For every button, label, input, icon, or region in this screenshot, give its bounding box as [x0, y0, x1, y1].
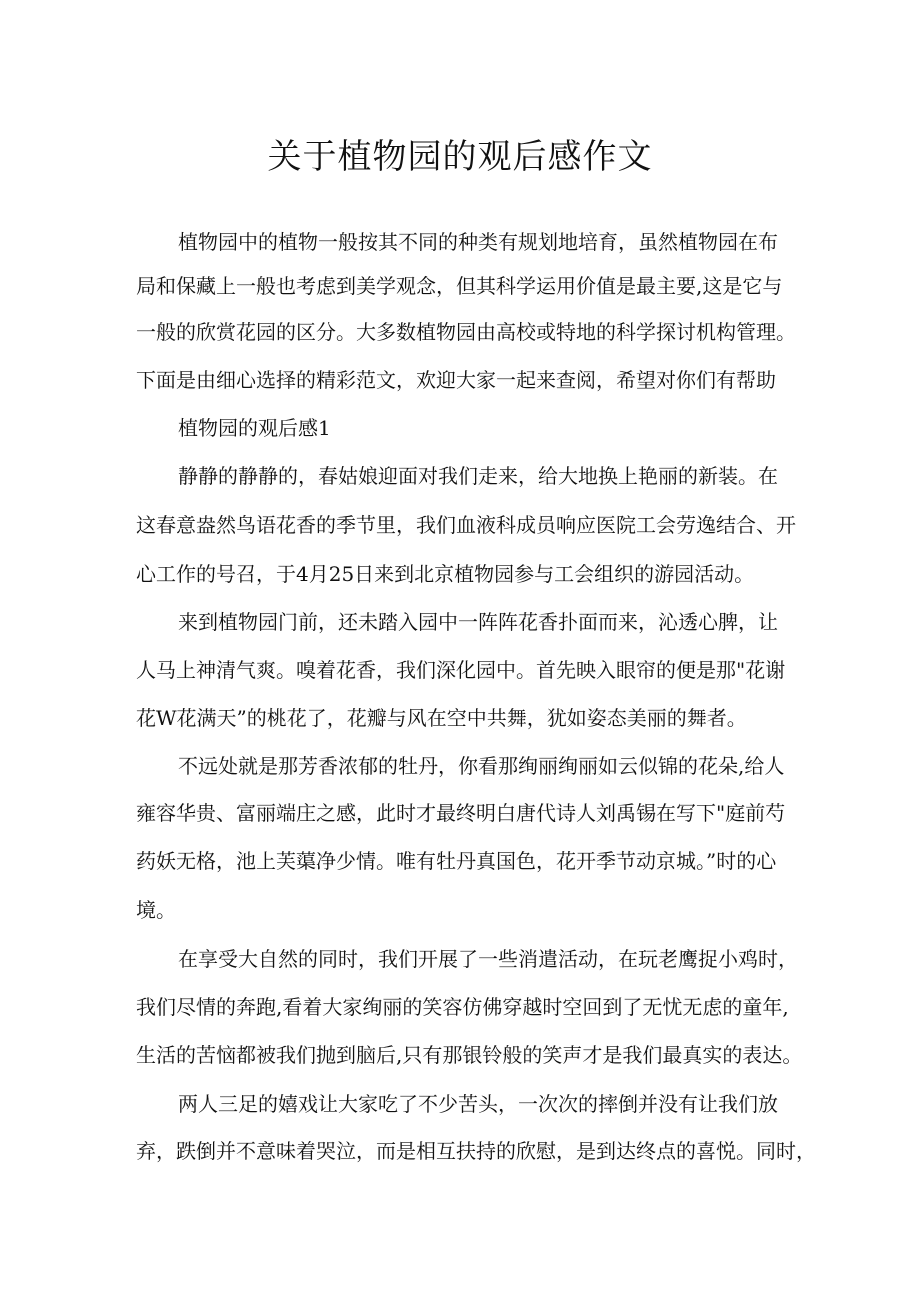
- text-line: 下面是由细心选择的精彩范文，欢迎大家一起来查阅，希望对你们有帮助: [136, 368, 776, 392]
- text-line: 生活的苦恼都被我们抛到脑后,只有那银铃般的笑声才是我们最真实的表达。: [136, 1043, 803, 1067]
- text-line: 花W花满天”的桃花了，花瓣与风在空中共舞，犹如姿态美丽的舞者。: [136, 706, 747, 730]
- text-line: 雍容华贵、富丽端庄之感，此时才最终明白唐代诗人刘禹锡在写下"庭前芍: [136, 801, 786, 825]
- text-line: 药妖无格，池上芙蕖净少情。唯有牡丹真国色，花开季节动京城。”时的心: [136, 849, 777, 873]
- text-line: 这春意盎然鸟语花香的季节里，我们血液科成员响应医院工会劳逸结合、开: [136, 513, 796, 537]
- text-line: 弃，跌倒并不意味着哭泣，而是相互扶持的欣慰，是到达终点的喜悦。同时，: [136, 1139, 816, 1163]
- text-line: 在享受大自然的同时，我们开展了一些消遣活动，在玩老鹰捉小鸡时，: [178, 947, 798, 971]
- text-line: 来到植物园门前，还未踏入园中一阵阵花香扑面而来，沁透心脾，让: [178, 610, 778, 634]
- section-heading: 植物园的观后感1: [178, 416, 331, 440]
- text-line: 我们尽情的奔跑,看着大家绚丽的笑容仿佛穿越时空回到了无忧无虑的童年,: [136, 995, 789, 1019]
- text-line: 静静的静静的，春姑娘迎面对我们走来，给大地换上艳丽的新装。在: [178, 464, 778, 488]
- text-line: 人马上神清气爽。嗅着花香，我们深化园中。首先映入眼帘的便是那"花谢: [136, 658, 786, 682]
- text-line: 两人三足的嬉戏让大家吃了不少苦头，一次次的摔倒并没有让我们放: [178, 1092, 778, 1116]
- page-title: 关于植物园的观后感作文: [267, 137, 653, 177]
- text-line: 心工作的号召，于4月25日来到北京植物园参与工会组织的游园活动。: [136, 562, 755, 586]
- text-line: 不远处就是那芳香浓郁的牡丹，你看那绚丽绚丽如云似锦的花朵,给人: [178, 754, 785, 778]
- text-line: 一般的欣赏花园的区分。大多数植物园由高校或特地的科学探讨机构管理。: [136, 320, 796, 344]
- text-line: 植物园中的植物一般按其不同的种类有规划地培育，虽然植物园在布: [178, 230, 778, 254]
- text-line: 境。: [136, 898, 176, 922]
- text-line: 局和保藏上一般也考虑到美学观念，但其科学运用价值是最主要,这是它与: [136, 274, 783, 298]
